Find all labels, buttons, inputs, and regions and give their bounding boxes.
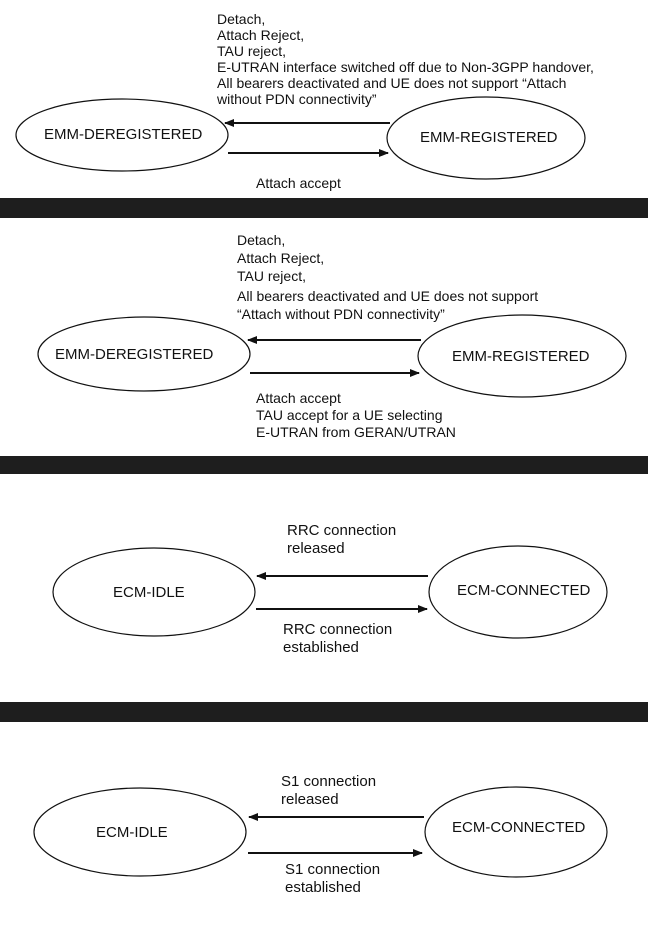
upper-arrow-label-line: released [287, 540, 345, 557]
lower-arrow-label: Attach accept [256, 175, 341, 191]
state-label-emm-registered: EMM-REGISTERED [452, 348, 590, 365]
lower-arrow-label-line: E-UTRAN from GERAN/UTRAN [256, 424, 456, 440]
upper-arrow-label-line: Detach, [237, 232, 286, 248]
upper-arrow-label-line: without PDN connectivity” [217, 91, 377, 107]
lower-arrow-label-line: Attach accept [256, 390, 341, 406]
separator-bar [0, 198, 648, 218]
upper-arrow-label-line: S1 connection [281, 773, 377, 790]
separator-bar [0, 456, 648, 474]
state-label-emm-deregistered: EMM-DEREGISTERED [55, 346, 214, 363]
upper-arrow-label-line: All bearers deactivated and UE does not support [237, 288, 539, 304]
upper-arrow-label-line: released [281, 791, 339, 808]
diagram-ecm-rrc [0, 474, 648, 702]
upper-arrow-label [237, 231, 538, 323]
diagram-emm-2 [0, 218, 648, 456]
diagram-ecm-s1 [0, 722, 648, 928]
upper-arrow-label-line: All bearers deactivated and UE does not support “Attach [217, 75, 567, 91]
separator-bar [0, 702, 648, 722]
upper-arrow-label-line: RRC connection [287, 522, 397, 539]
lower-arrow-label [256, 390, 456, 441]
upper-arrow-label-line: E-UTRAN interface switched off due to Non-3GPP handover, [217, 59, 594, 75]
upper-arrow-label-line: Attach Reject, [237, 250, 325, 266]
upper-arrow-label [281, 773, 376, 809]
diagram-emm-1 [0, 0, 648, 198]
state-label-emm-registered: EMM-REGISTERED [420, 129, 558, 146]
state-label-ecm-idle: ECM-IDLE [96, 824, 168, 841]
lower-arrow-label-line: RRC connection [283, 621, 393, 638]
state-label-ecm-connected: ECM-CONNECTED [452, 819, 586, 836]
upper-arrow-label-line: “Attach without PDN connectivity” [237, 306, 445, 322]
upper-arrow-label-line: TAU reject, [217, 43, 286, 59]
lower-arrow-label [285, 861, 380, 897]
lower-arrow-label [283, 621, 392, 657]
upper-arrow-label-line: TAU reject, [237, 268, 306, 284]
upper-arrow-label [217, 11, 594, 107]
lower-arrow-label-line: established [283, 639, 359, 656]
state-label-ecm-connected: ECM-CONNECTED [457, 582, 591, 599]
upper-arrow-label-line: Detach, [217, 11, 266, 27]
upper-arrow-label-line: Attach Reject, [217, 27, 305, 43]
state-label-ecm-idle: ECM-IDLE [113, 584, 185, 601]
state-label-emm-deregistered: EMM-DEREGISTERED [44, 126, 203, 143]
upper-arrow-label [287, 522, 396, 558]
lower-arrow-label-line: established [285, 879, 361, 896]
lower-arrow-label-line: S1 connection [285, 861, 381, 878]
lower-arrow-label-line: TAU accept for a UE selecting [256, 407, 443, 423]
